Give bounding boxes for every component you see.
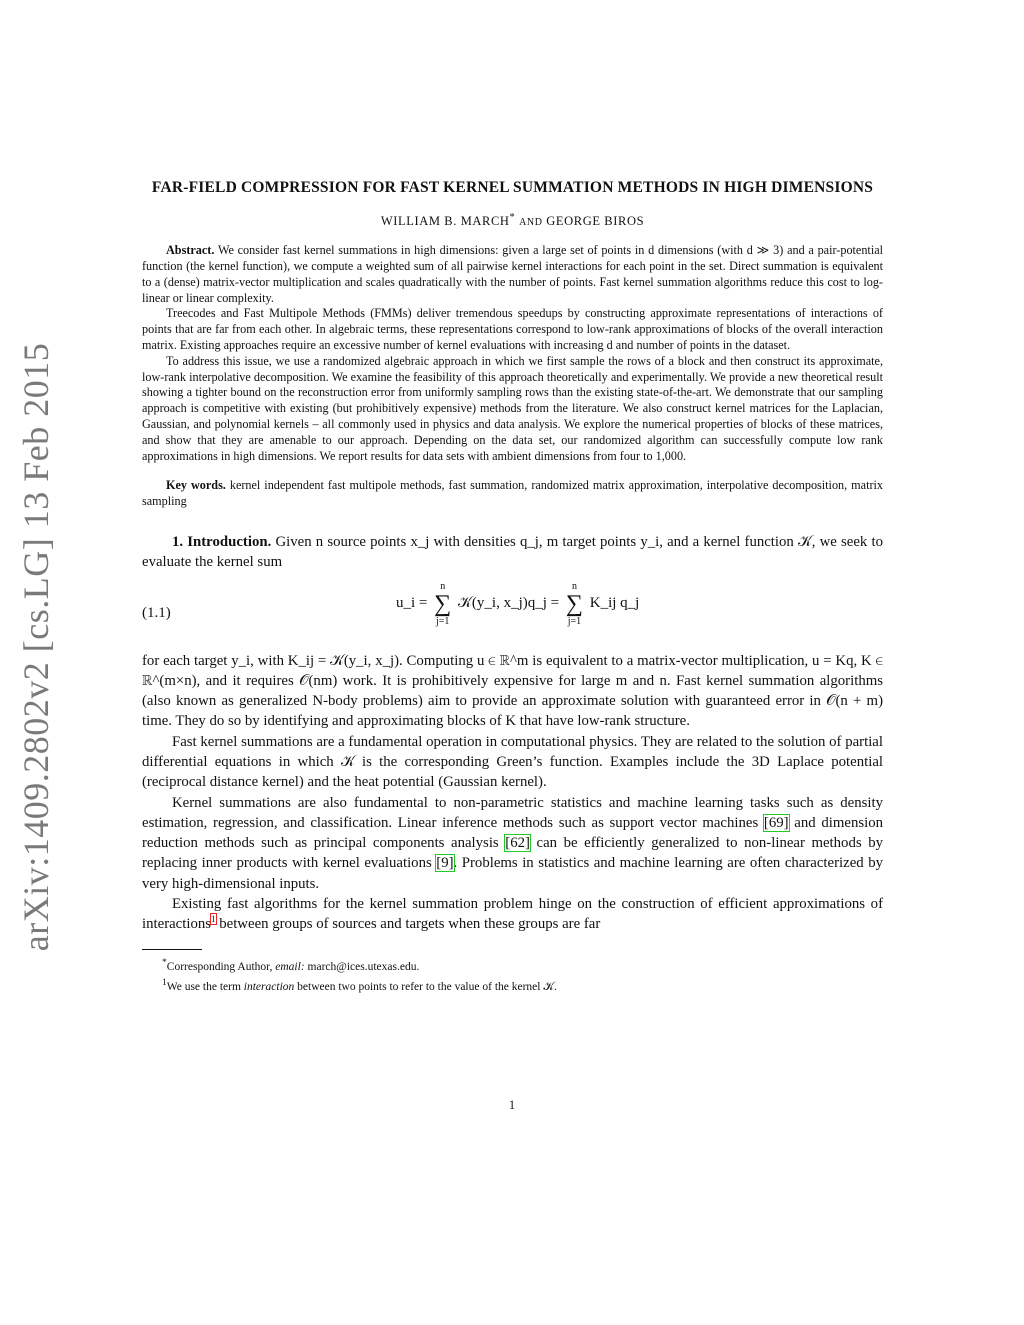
sum-upper-limit-2: n — [571, 580, 577, 592]
footnotes — [142, 955, 883, 996]
equation-lhs: u_i = — [396, 595, 428, 612]
intro-paragraph-3 — [142, 793, 883, 894]
author-biros: GEORGE BIROS — [546, 214, 645, 229]
footnote-2-term: interaction — [243, 980, 295, 993]
sigma-glyph-2: ∑ — [565, 590, 583, 617]
intro-p3-text-d: . Problems in statistics and machine learning are often characterized by very high-dimensional inputs. — [142, 855, 883, 892]
paper-title: FAR-FIELD COMPRESSION FOR FAST KERNEL SUMMATION METHODS IN HIGH DIMENSIONS — [151, 179, 874, 196]
equation-body — [396, 581, 639, 627]
footnote-2-mark: 1 — [162, 976, 167, 988]
author-march-mark: * — [509, 212, 516, 223]
intro-paragraph-after-equation: for each target y_i, with K_ij = 𝒦(y_i, x_j). Computing u ∈ ℝ^m is equivalent to a matrix-vector multiplication, u = Kq, K ∈ ℝ^(m×n), and it requires 𝒪(nm) work. It is prohibitively expensive for large m and n. Fast kernel summation algorithms (also known as generalized N-body problems) aim to provide an approximate solution with guaranteed error in 𝒪(n + m) time. They do so by identifying and approximating blocks of K that have low-rank structure. — [142, 652, 883, 730]
footnote-2-text-a: We use the term — [166, 980, 241, 993]
keywords — [142, 478, 883, 510]
intro-paragraph-4 — [142, 894, 883, 935]
footnote-1-text: Corresponding Author, — [166, 960, 273, 973]
intro-p4-text-a: Existing fast algorithms for the kernel summation problem hinge on the construction of efficient approximations of interactions — [142, 896, 883, 933]
footnote-email-label: email: — [275, 960, 305, 973]
abstract-paragraph-1 — [142, 243, 883, 306]
summation-symbol-1 — [434, 581, 451, 627]
footnote-interaction-definition — [142, 975, 883, 995]
abstract — [142, 243, 883, 464]
equation-1-1 — [142, 581, 883, 641]
citation-9[interactable]: [9] — [436, 855, 454, 872]
intro-p3-text-a: Kernel summations are also fundamental to non-parametric statistics and machine learning tasks such as density estimation, regression, and classification. Linear inference methods such as support vector machines — [142, 794, 883, 831]
introduction-section — [142, 532, 883, 935]
footnote-divider — [142, 949, 202, 950]
intro-paragraph-2: Fast kernel summations are a fundamental operation in computational physics. They are related to the solution of partial differential equations in which 𝒦 is the corresponding Green’s function. Examples include the 3D Laplace potential (reciprocal distance kernel) and the heat potential (Gaussian kernel). — [142, 733, 883, 791]
footnote-corresponding-author — [142, 955, 883, 975]
intro-p4-text-b: between groups of sources and targets when these groups are far — [219, 916, 601, 933]
author-conjunction: AND — [519, 217, 543, 229]
section-heading: 1. Introduction. — [172, 533, 272, 550]
citation-62[interactable]: [62] — [505, 835, 530, 852]
summation-symbol-2 — [566, 581, 583, 627]
keywords-heading: Key words. — [166, 478, 226, 493]
intro-p3-text-c: can be efficiently generalized to non-linear methods by replacing inner products with kernel evaluations — [142, 835, 883, 872]
footnote-1-mark: * — [162, 956, 167, 968]
arxiv-identifier-stamp — [6, 342, 66, 952]
citation-69[interactable]: [69] — [763, 814, 789, 831]
abstract-paragraph-3: To address this issue, we use a randomized algebraic approach in which we first sample the rows of a block and then construct its approximate, low-rank interpolative decomposition. We examine the feasibility of this approach theoretically and experimentally. We provide a new theoretical result showing a tighter bound on the reconstruction error from uniformly sampling rows than the existing state-of-the-art. We demonstrate that our sampling approach is competitive with existing (but prohibitively expensive) methods from the literature. We also construct kernel matrices for the Laplacian, Gaussian, and polynomial kernels – all commonly used in physics and data analysis. We explore the numerical properties of blocks of these matrices, and show that they are amenable to our approach. Depending on the data set, our randomized algorithm can successfully compute low rank approximations in high dimensions. We report results for data sets with ambient dimensions from four to 1,000. — [142, 353, 883, 463]
footnote-email-link[interactable]: march@ices.utexas.edu. — [307, 960, 420, 973]
sum-lower-limit-2: j=1 — [567, 615, 582, 627]
author-line — [142, 212, 883, 229]
footnote-reference-1[interactable]: 1 — [211, 914, 216, 925]
abstract-paragraph-2: Treecodes and Fast Multipole Methods (FMMs) deliver tremendous speedups by constructing approximate representations of interactions of points that are far from each other. In algebraic terms, these representations correspond to low-rank approximations of blocks of the overall interaction matrix. Existing approaches require an excessive number of kernel evaluations with increasing d and number of points in the dataset. — [142, 306, 883, 352]
abstract-text-1: We consider fast kernel summations in high dimensions: given a large set of points in d dimensions (with d ≫ 3) and a pair-potential function (the kernel function), we compute a weighted sum of all pairwise kernel interactions for each point in the set. Direct summation is equivalent to a (dense) matrix-vector multiplication and scales quadratically with the number of points. Fast kernel summation algorithms reduce this cost to log-linear or linear complexity. — [142, 243, 883, 305]
footnote-2-text-b: between two points to refer to the value of the kernel 𝒦. — [297, 980, 557, 993]
sum-upper-limit-1: n — [440, 580, 446, 592]
equation-number: (1.1) — [142, 604, 171, 621]
abstract-heading: Abstract. — [166, 243, 215, 258]
equation-middle: 𝒦(y_i, x_j)q_j = — [458, 595, 560, 612]
sigma-glyph-1: ∑ — [434, 590, 452, 617]
intro-p3-text-b: and dimension reduction methods such as principal components analysis — [142, 814, 884, 852]
page-number: 1 — [508, 1098, 516, 1112]
author-march: WILLIAM B. MARCH — [380, 214, 510, 229]
equation-rhs: K_ij q_j — [589, 595, 640, 612]
intro-lead-paragraph — [142, 532, 883, 573]
sum-lower-limit-1: j=1 — [435, 615, 450, 627]
paper-page — [142, 178, 883, 995]
keywords-text: kernel independent fast multipole methods, fast summation, randomized matrix approximation, interpolative decomposition, matrix sampling — [142, 478, 883, 509]
intro-lead-text: Given n source points x_j with densities q_j, m target points y_i, and a kernel function 𝒦, we seek to evaluate the kernel sum — [142, 533, 883, 571]
arxiv-identifier-text: arXiv:1409.2802v2 [cs.LG] 13 Feb 2015 — [16, 342, 57, 952]
